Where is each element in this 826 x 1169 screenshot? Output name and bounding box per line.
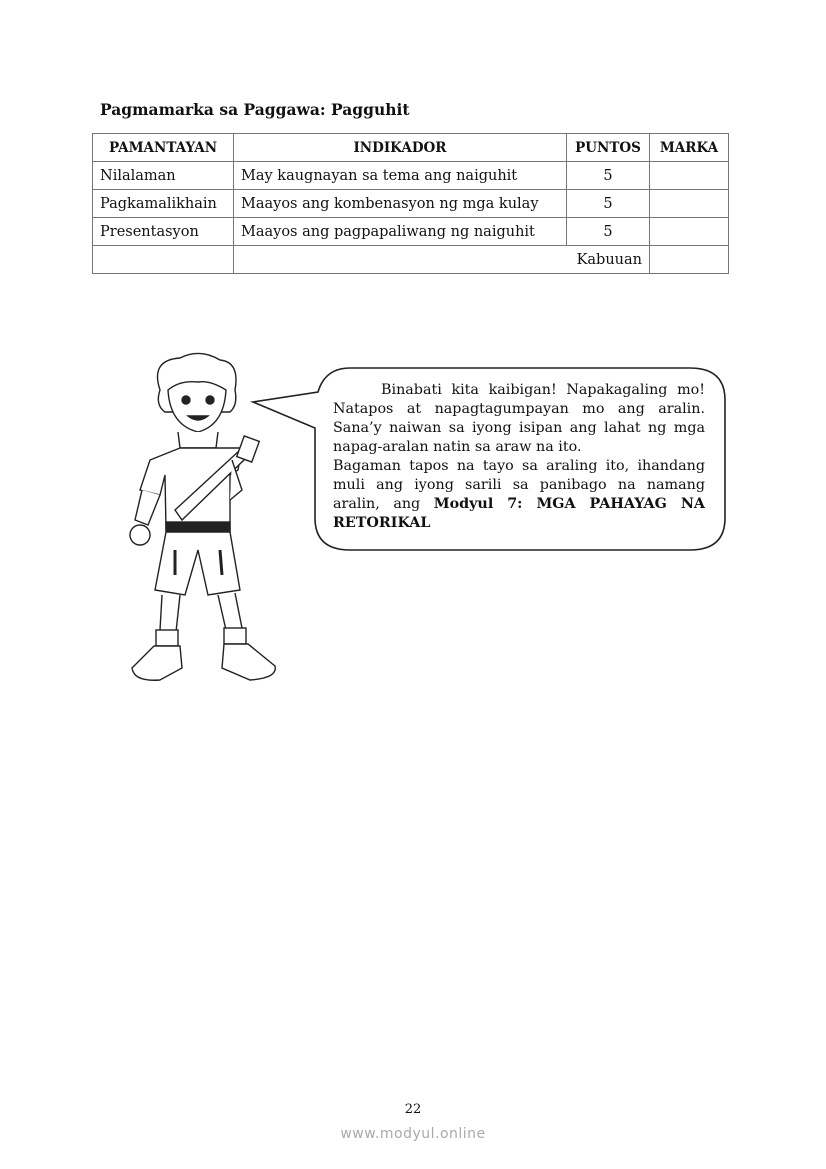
total-label: Kabuuan <box>234 246 650 274</box>
points: 5 <box>567 218 650 246</box>
points: 5 <box>567 162 650 190</box>
section-title: Pagmamarka sa Paggawa: Pagguhit <box>100 100 410 119</box>
indicator: Maayos ang kombenasyon ng mga kulay <box>234 190 567 218</box>
header-puntos: PUNTOS <box>567 134 650 162</box>
bubble-paragraph-2-text: Bagaman tapos na tayo sa araling ito, ihandang muli ang iyong sarili sa panibago na namang aralin, ang <box>333 458 705 512</box>
header-indikador: INDIKADOR <box>234 134 567 162</box>
page-number: 22 <box>404 1102 422 1117</box>
student-character-illustration <box>120 350 290 690</box>
bubble-paragraph-1: Binabati kita kaibigan! Napakagaling mo! Natapos at napagtagumpayan mo ang aralin. Sana’y naiwan sa iyong isipan ang lahat ng mga napag-aralan natin sa araw na ito. <box>333 382 705 455</box>
speech-bubble-text <box>333 381 705 533</box>
next-module-title: Modyul 7: MGA PAHAYAG NA RETORIKAL <box>333 496 705 531</box>
bubble-paragraph-2 <box>333 457 705 533</box>
criterion: Presentasyon <box>93 218 234 246</box>
points: 5 <box>567 190 650 218</box>
header-marka: MARKA <box>650 134 729 162</box>
indicator: May kaugnayan sa tema ang naiguhit <box>234 162 567 190</box>
criterion: Pagkamalikhain <box>93 190 234 218</box>
criterion: Nilalaman <box>93 162 234 190</box>
header-pamantayan: PAMANTAYAN <box>93 134 234 162</box>
indicator: Maayos ang pagpapaliwang ng naiguhit <box>234 218 567 246</box>
watermark: www.modyul.online <box>340 1126 486 1142</box>
